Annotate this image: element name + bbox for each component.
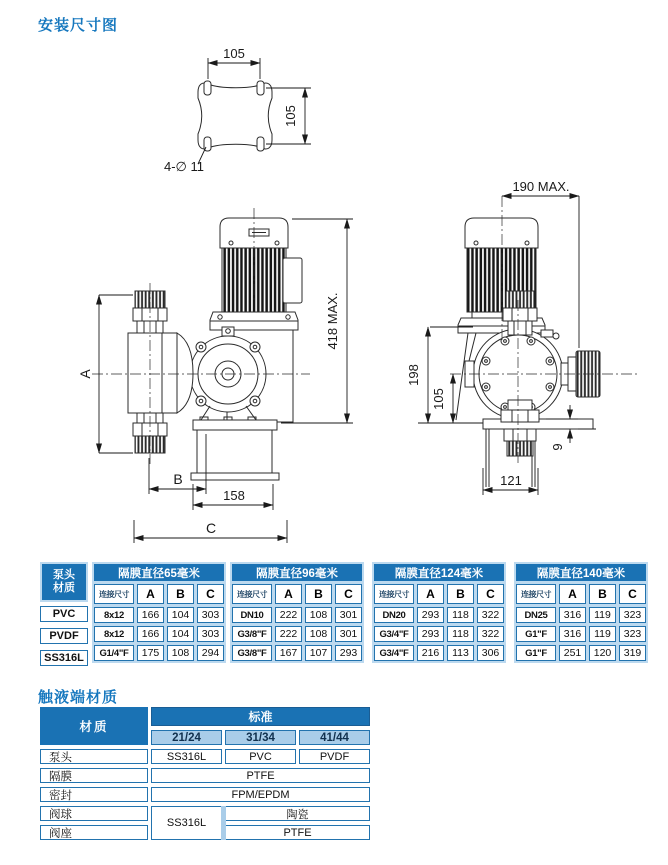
table-cell: 293	[335, 645, 362, 661]
table-title: 隔膜直径65毫米	[94, 564, 224, 581]
table-title: 隔膜直径140毫米	[516, 564, 646, 581]
table-cell: 104	[167, 607, 194, 623]
dim-b: B	[173, 471, 183, 487]
table-cell: G3/4"F	[374, 645, 414, 661]
col-header: B	[589, 584, 616, 604]
col-header-3134: 31/34	[225, 730, 296, 745]
col-header: C	[335, 584, 362, 604]
dim-total-height: 418 MAX.	[325, 292, 340, 350]
material-ss316l: SS316L	[40, 650, 88, 666]
pump-head-material-header: 泵头 材质	[40, 562, 88, 602]
table-cell: 301	[335, 607, 362, 623]
col-header: C	[477, 584, 504, 604]
standard-header: 标准	[151, 707, 370, 726]
table-cell: 166	[137, 607, 164, 623]
dim-base-depth: 158	[223, 488, 245, 503]
diaphragm-value: PTFE	[151, 768, 370, 783]
table-cell: DN20	[374, 607, 414, 623]
dim-total-width: 190 MAX.	[512, 179, 570, 194]
col-header: 连接尺寸	[94, 584, 134, 604]
table-cell: 120	[589, 645, 616, 661]
slot-bottom-right	[257, 137, 264, 151]
col-header-4144: 41/44	[299, 730, 370, 745]
table-cell: 293	[417, 626, 444, 642]
materials-table	[40, 707, 370, 840]
table-cell: 107	[305, 645, 332, 661]
table-cell: 319	[619, 645, 646, 661]
table-cell: G3/8"F	[232, 645, 272, 661]
table-cell: 251	[559, 645, 586, 661]
table-cell: G1"F	[516, 626, 556, 642]
table-title: 隔膜直径124毫米	[374, 564, 504, 581]
table-cell: 322	[477, 607, 504, 623]
table-cell: G3/8"F	[232, 626, 272, 642]
dims-table-65mm	[92, 562, 226, 663]
table-cell: 301	[335, 626, 362, 642]
table-cell: 8x12	[94, 607, 134, 623]
table-title: 隔膜直径96毫米	[232, 564, 362, 581]
page-title: 安装尺寸图	[38, 17, 119, 34]
dim-plate-width: 105	[223, 46, 245, 61]
col-header: A	[275, 584, 302, 604]
table-cell: DN25	[516, 607, 556, 623]
table-cell: 119	[589, 626, 616, 642]
table-cell: 8x12	[94, 626, 134, 642]
col-header: 连接尺寸	[516, 584, 556, 604]
table-cell: 303	[197, 626, 224, 642]
table-cell: 294	[197, 645, 224, 661]
table-cell: 104	[167, 626, 194, 642]
col-header: 连接尺寸	[374, 584, 414, 604]
table-cell: 222	[275, 626, 302, 642]
row-label-seal: 密封	[40, 787, 148, 802]
row-label-diaphragm: 隔膜	[40, 768, 148, 783]
table-cell: 166	[137, 626, 164, 642]
table-cell: 119	[589, 607, 616, 623]
table-cell: G1/4"F	[94, 645, 134, 661]
table-cell: 323	[619, 626, 646, 642]
dim-a: A	[77, 369, 93, 379]
col-header-2124: 21/24	[151, 730, 222, 745]
col-header: B	[447, 584, 474, 604]
pump-head-material-column	[40, 562, 88, 666]
col-header: C	[197, 584, 224, 604]
col-header: 连接尺寸	[232, 584, 272, 604]
table-cell: 306	[477, 645, 504, 661]
table-cell: 303	[197, 607, 224, 623]
dim-c: C	[205, 520, 217, 536]
row-label-pump-head: 泵头	[40, 749, 148, 764]
dim-plate-height: 105	[283, 105, 298, 127]
table-cell: 322	[477, 626, 504, 642]
valve-2124-value: SS316L	[151, 806, 222, 840]
dim-base-width: 121	[500, 473, 522, 488]
material-pvc: PVC	[40, 606, 88, 622]
pump-head-3134: PVC	[225, 749, 296, 764]
slot-top-left	[204, 81, 211, 95]
table-cell: 216	[417, 645, 444, 661]
valve-column-divider	[221, 806, 226, 840]
table-cell: 293	[417, 607, 444, 623]
col-header: C	[619, 584, 646, 604]
materials-corner-header: 材质	[40, 707, 148, 745]
table-cell: 118	[447, 626, 474, 642]
holes-label: 4-∅ 11	[164, 159, 204, 174]
seal-value: FPM/EPDM	[151, 787, 370, 802]
pump-head-2124: SS316L	[151, 749, 222, 764]
table-cell: 316	[559, 626, 586, 642]
table-cell: G3/4"F	[374, 626, 414, 642]
table-cell: 108	[167, 645, 194, 661]
valve-ball-value: 陶瓷	[225, 806, 370, 821]
table-cell: 108	[305, 626, 332, 642]
materials-section-title: 触液端材质	[38, 689, 119, 706]
col-header: A	[559, 584, 586, 604]
front-view-drawing	[77, 208, 353, 543]
table-cell: DN10	[232, 607, 272, 623]
slot-top-right	[257, 81, 264, 95]
table-cell: 108	[305, 607, 332, 623]
dim-h105: 105	[431, 388, 446, 410]
row-label-valve-seat: 阀座	[40, 825, 148, 840]
table-cell: 175	[137, 645, 164, 661]
dim-h198: 198	[406, 364, 421, 386]
table-cell: G1"F	[516, 645, 556, 661]
col-header: B	[167, 584, 194, 604]
col-header: A	[137, 584, 164, 604]
top-view-drawing	[164, 46, 311, 174]
row-label-valve-ball: 阀球	[40, 806, 148, 821]
dim-plate-thickness: 9	[550, 443, 565, 451]
table-cell: 118	[447, 607, 474, 623]
valve-seat-value: PTFE	[225, 825, 370, 840]
col-header: B	[305, 584, 332, 604]
dims-table-140mm	[514, 562, 648, 663]
table-cell: 316	[559, 607, 586, 623]
table-cell: 323	[619, 607, 646, 623]
dims-table-124mm	[372, 562, 506, 663]
side-view-drawing	[406, 179, 640, 495]
col-header: A	[417, 584, 444, 604]
pump-head-4144: PVDF	[299, 749, 370, 764]
table-cell: 222	[275, 607, 302, 623]
dims-table-96mm	[230, 562, 364, 663]
table-cell: 113	[447, 645, 474, 661]
table-cell: 167	[275, 645, 302, 661]
material-pvdf: PVDF	[40, 628, 88, 644]
